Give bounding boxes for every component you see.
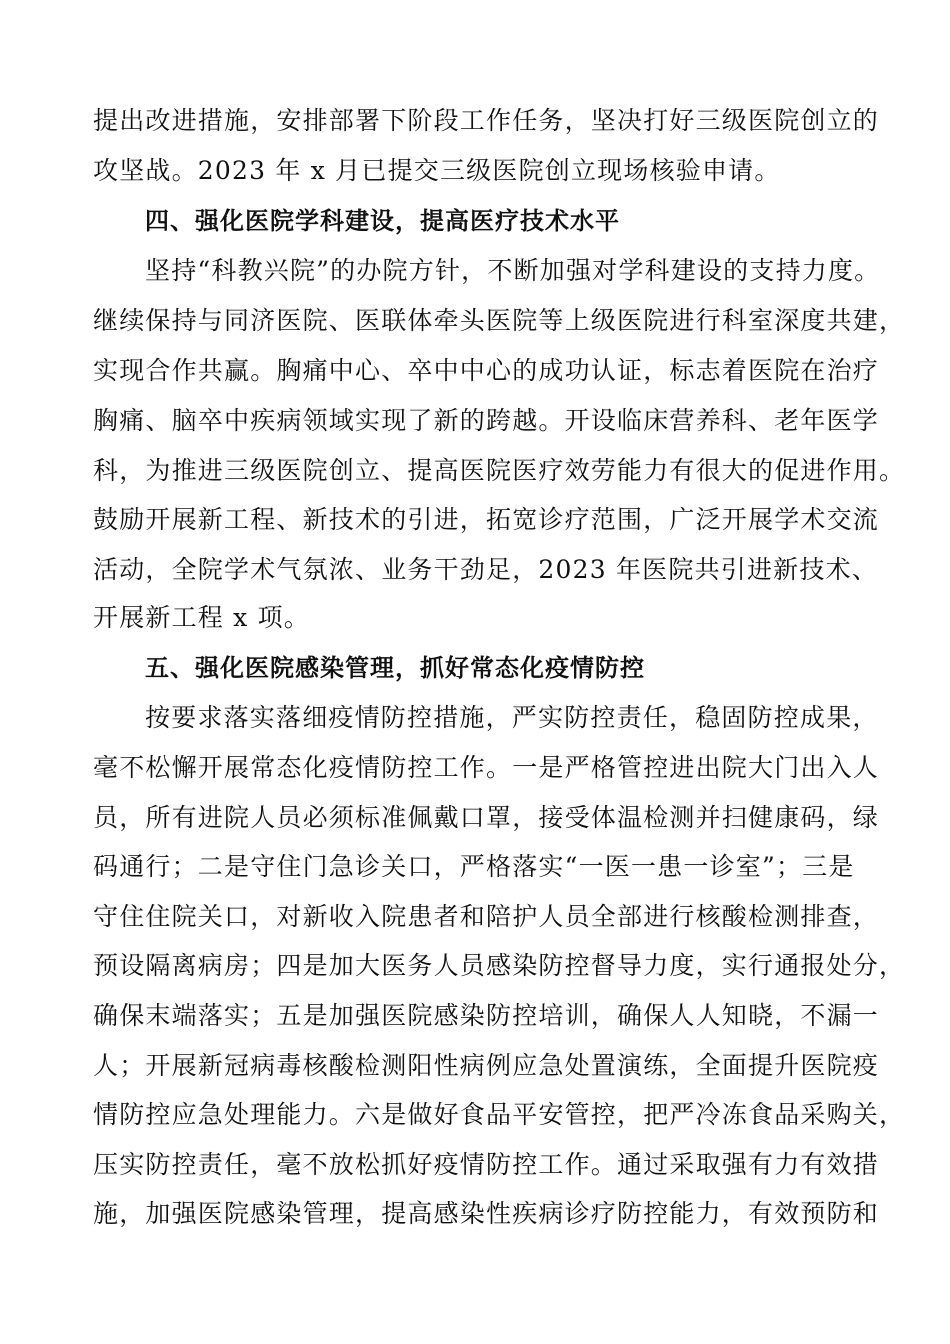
body-line: 情防控应急处理能力。六是做好食品平安管控，把严冷冻食品采购关， (93, 1100, 906, 1129)
section-heading-4: 四、强化医院学科建设，提高医疗技术水平 (145, 207, 620, 235)
body-line: 预设隔离病房；四是加大医务人员感染防控督导力度，实行通报处分， (93, 951, 906, 980)
body-line: 员，所有进院人员必须标准佩戴口罩，接受体温检测并扫健康码，绿 (93, 803, 880, 832)
body-line: 鼓励开展新工程、新技术的引进，拓宽诊疗范围，广泛开展学术交流 (93, 505, 880, 534)
body-line: 确保末端落实；五是加强医院感染防控培训，确保人人知晓，不漏一 (93, 1001, 880, 1030)
body-line: 人；开展新冠病毒核酸检测阳性病例应急处置演练，全面提升医院疫 (93, 1051, 880, 1080)
body-line: 实现合作共赢。胸痛中心、卒中中心的成功认证，标志着医院在治疗 (93, 356, 880, 385)
body-line: 攻坚战。2023 年 x 月已提交三级医院创立现场核验申请。 (93, 156, 781, 185)
body-line: 活动，全院学术气氛浓、业务干劲足，2023 年医院共引进新技术、 (93, 555, 878, 584)
body-line: 施，加强医院感染管理，提高感染性疾病诊疗防控能力，有效预防和 (93, 1199, 880, 1228)
paragraph-start: 按要求落实落细疫情防控措施，严实防控责任，稳固防控成果， (145, 703, 879, 732)
body-line: 码通行；二是守住门急诊关口，严格落实“一医一患一诊室”；三是 (93, 852, 855, 881)
body-line: 科，为推进三级医院创立、提高医院医疗效劳能力有很大的促进作用。 (93, 456, 906, 485)
body-line: 守住住院关口，对新收入院患者和陪护人员全部进行核酸检测排查， (93, 902, 880, 931)
body-line: 压实防控责任，毫不放松抓好疫情防控工作。通过采取强有力有效措 (93, 1150, 880, 1179)
paragraph-start: 坚持“科教兴院”的办院方针，不断加强对学科建设的支持力度。 (145, 256, 881, 285)
body-line: 继续保持与同济医院、医联体牵头医院等上级医院进行科室深度共建， (93, 306, 906, 335)
body-line: 毫不松懈开展常态化疫情防控工作。一是严格管控进出院大门出入人 (93, 753, 880, 782)
body-line: 提出改进措施，安排部署下阶段工作任务，坚决打好三级医院创立的 (93, 106, 880, 135)
body-line: 开展新工程 x 项。 (93, 603, 310, 632)
section-heading-5: 五、强化医院感染管理，抓好常态化疫情防控 (145, 654, 645, 682)
body-line: 胸痛、脑卒中疾病领域实现了新的跨越。开设临床营养科、老年医学 (93, 406, 880, 435)
